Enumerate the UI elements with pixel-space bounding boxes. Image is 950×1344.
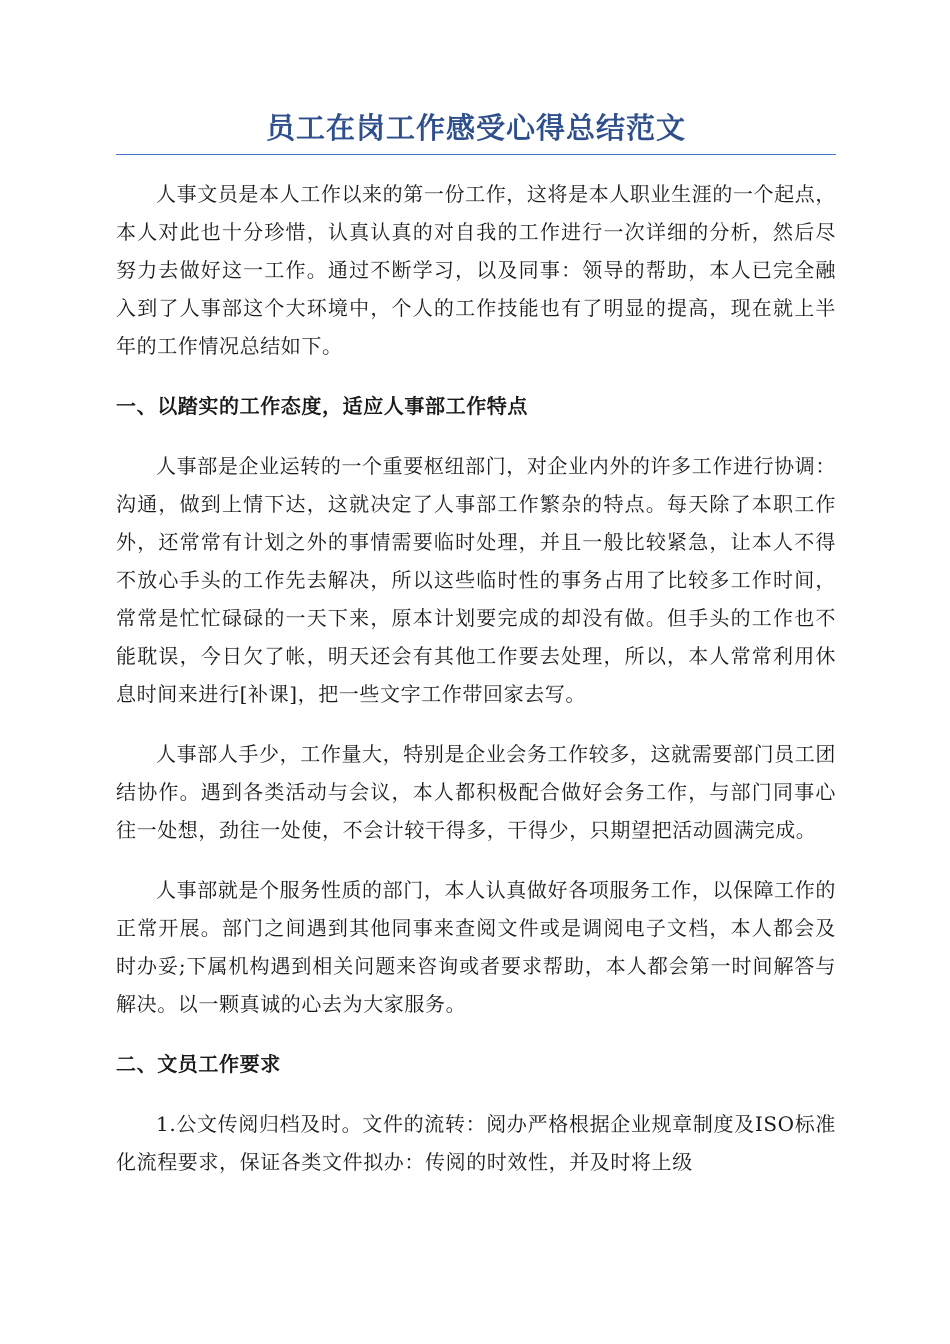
- section-1-heading: 一、以踏实的工作态度，适应人事部工作特点: [116, 394, 528, 418]
- section-1-paragraph-1: 人事部是企业运转的一个重要枢纽部门，对企业内外的许多工作进行协调：沟通，做到上情下达，这就决定了人事部工作繁杂的特点。每天除了本职工作外，还常常有计划之外的事情需要临时处理，并且一般比较紧急，让本人不得不放心手头的工作先去解决，所以这些临时性的事务占用了比较多工作时间，常常是忙忙碌碌的一天下来，原本计划要完成的却没有做。但手头的工作也不能耽误，今日欠了帐，明天还会有其他工作要去处理，所以，本人常常利用休息时间来进行[补课]，把一些文字工作带回家去写。: [116, 454, 836, 706]
- section-1-paragraph-3: 人事部就是个服务性质的部门，本人认真做好各项服务工作，以保障工作的正常开展。部门之间遇到其他同事来查阅文件或是调阅电子文档，本人都会及时办妥;下属机构遇到相关问题来咨询或者要求帮助，本人都会第一时间解答与解决。以一颗真诚的心去为大家服务。: [116, 878, 836, 1016]
- section-2-heading: 二、文员工作要求: [116, 1052, 281, 1076]
- document-title: 员工在岗工作感受心得总结范文: [116, 108, 836, 155]
- section-1-paragraph-2: 人事部人手少，工作量大，特别是企业会务工作较多，这就需要部门员工团结协作。遇到各类活动与会议，本人都积极配合做好会务工作，与部门同事心往一处想，劲往一处使，不会计较干得多，干得少，只期望把活动圆满完成。: [116, 742, 836, 842]
- section-2-paragraph-1: 1.公文传阅归档及时。文件的流转：阅办严格根据企业规章制度及ISO标准化流程要求，保证各类文件拟办：传阅的时效性，并及时将上级: [116, 1112, 836, 1174]
- document-page: [116, 108, 836, 1181]
- intro-paragraph: 人事文员是本人工作以来的第一份工作，这将是本人职业生涯的一个起点，本人对此也十分珍惜，认真认真的对自我的工作进行一次详细的分析，然后尽努力去做好这一工作。通过不断学习，以及同事：领导的帮助，本人已完全融入到了人事部这个大环境中，个人的工作技能也有了明显的提高，现在就上半年的工作情况总结如下。: [116, 182, 836, 358]
